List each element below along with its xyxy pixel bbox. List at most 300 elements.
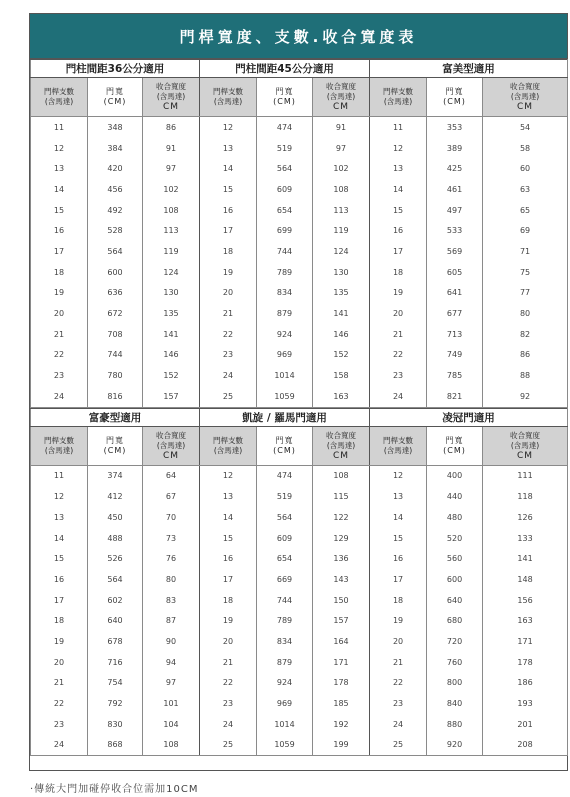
table-cell: 920: [427, 735, 483, 756]
table-row: [31, 465, 568, 486]
table-row: [31, 324, 568, 345]
table-cell: 75: [483, 262, 568, 283]
table-row: [31, 138, 568, 159]
table-cell: 152: [313, 345, 370, 366]
table-row: [31, 283, 568, 304]
table-cell: 91: [143, 138, 200, 159]
table-cell: 834: [257, 631, 313, 652]
column-header-width: 門寬 (CM): [257, 426, 313, 465]
table-row: [31, 528, 568, 549]
table-cell: 840: [427, 693, 483, 714]
table-cell: 24: [200, 714, 257, 735]
table-cell: 119: [313, 220, 370, 241]
table-cell: 18: [370, 590, 427, 611]
table-cell: 135: [313, 283, 370, 304]
table-cell: 141: [143, 324, 200, 345]
table-cell: 97: [143, 673, 200, 694]
table-cell: 148: [483, 569, 568, 590]
group-header: 門柱間距45公分適用: [200, 60, 370, 78]
table-cell: 16: [370, 220, 427, 241]
table-cell: 14: [31, 528, 88, 549]
table-cell: 744: [257, 590, 313, 611]
table-cell: 519: [257, 486, 313, 507]
table-cell: 21: [200, 303, 257, 324]
table-row: [31, 610, 568, 631]
table-cell: 185: [313, 693, 370, 714]
table-cell: 54: [483, 117, 568, 138]
table-cell: 19: [370, 283, 427, 304]
table-cell: 785: [427, 365, 483, 386]
table-cell: 420: [88, 158, 143, 179]
table-cell: 11: [31, 465, 88, 486]
table-cell: 113: [313, 200, 370, 221]
table-row: [31, 345, 568, 366]
table-cell: 12: [200, 465, 257, 486]
table-cell: 456: [88, 179, 143, 200]
group-header: 凱旋 / 羅馬門適用: [200, 408, 370, 426]
table-cell: 789: [257, 262, 313, 283]
table-cell: 12: [31, 486, 88, 507]
table-cell: 834: [257, 283, 313, 304]
table-cell: 108: [143, 735, 200, 756]
table-cell: 63: [483, 179, 568, 200]
table-cell: 58: [483, 138, 568, 159]
table-cell: 104: [143, 714, 200, 735]
table-row: [31, 158, 568, 179]
table-cell: 115: [313, 486, 370, 507]
table-cell: 13: [200, 138, 257, 159]
table-cell: 163: [313, 386, 370, 407]
table-row: [31, 303, 568, 324]
table-cell: 488: [88, 528, 143, 549]
table-cell: 749: [427, 345, 483, 366]
table-cell: 20: [200, 631, 257, 652]
table-cell: 792: [88, 693, 143, 714]
table-row: [31, 590, 568, 611]
table-cell: 384: [88, 138, 143, 159]
table-cell: 157: [313, 610, 370, 631]
table-cell: 560: [427, 548, 483, 569]
table-cell: 17: [31, 241, 88, 262]
table-cell: 111: [483, 465, 568, 486]
column-header-count: 門桿支數 (含馬達): [200, 426, 257, 465]
table-cell: 14: [200, 158, 257, 179]
table-cell: 374: [88, 465, 143, 486]
table-row: [31, 365, 568, 386]
table-cell: 22: [200, 673, 257, 694]
table-cell: 24: [31, 386, 88, 407]
table-cell: 152: [143, 365, 200, 386]
table-cell: 91: [313, 117, 370, 138]
table-cell: 640: [427, 590, 483, 611]
column-header-count: 門桿支數 (含馬達): [200, 78, 257, 117]
table-cell: 193: [483, 693, 568, 714]
table-cell: 440: [427, 486, 483, 507]
table-cell: 969: [257, 345, 313, 366]
table-cell: 816: [88, 386, 143, 407]
table-cell: 528: [88, 220, 143, 241]
table-cell: 868: [88, 735, 143, 756]
table-cell: 15: [31, 548, 88, 569]
table-cell: 17: [200, 569, 257, 590]
table-cell: 20: [31, 303, 88, 324]
table-cell: 158: [313, 365, 370, 386]
table-cell: 156: [483, 590, 568, 611]
table-cell: 87: [143, 610, 200, 631]
table-cell: 22: [200, 324, 257, 345]
table-cell: 73: [143, 528, 200, 549]
table-cell: 1014: [257, 365, 313, 386]
table-cell: 199: [313, 735, 370, 756]
table-cell: 400: [427, 465, 483, 486]
table-cell: 23: [31, 365, 88, 386]
table-cell: 16: [31, 220, 88, 241]
table-cell: 76: [143, 548, 200, 569]
table-row: [31, 179, 568, 200]
table-cell: 880: [427, 714, 483, 735]
table-row: [31, 386, 568, 407]
table-cell: 13: [370, 486, 427, 507]
table-title: 門桿寬度、支數.收合寬度表: [30, 14, 567, 59]
table-cell: 124: [313, 241, 370, 262]
table-cell: 600: [88, 262, 143, 283]
table-cell: 699: [257, 220, 313, 241]
column-header-width: 門寬 (CM): [88, 78, 143, 117]
table-cell: 21: [370, 652, 427, 673]
table-cell: 157: [143, 386, 200, 407]
table-cell: 15: [200, 179, 257, 200]
table-cell: 82: [483, 324, 568, 345]
table-cell: 600: [427, 569, 483, 590]
table-row: [31, 262, 568, 283]
table-cell: 192: [313, 714, 370, 735]
table-cell: 130: [313, 262, 370, 283]
table-cell: 92: [483, 386, 568, 407]
table-cell: 22: [370, 673, 427, 694]
top-table: [30, 59, 568, 408]
table-cell: 744: [88, 345, 143, 366]
table-cell: 102: [143, 179, 200, 200]
table-cell: 669: [257, 569, 313, 590]
table-cell: 113: [143, 220, 200, 241]
table-cell: 969: [257, 693, 313, 714]
table-cell: 713: [427, 324, 483, 345]
table-cell: 13: [200, 486, 257, 507]
table-cell: 12: [370, 465, 427, 486]
column-header-width: 門寬 (CM): [257, 78, 313, 117]
table-cell: 150: [313, 590, 370, 611]
bottom-table: [30, 408, 568, 757]
table-cell: 141: [313, 303, 370, 324]
table-cell: 18: [200, 241, 257, 262]
table-cell: 564: [88, 569, 143, 590]
table-cell: 88: [483, 365, 568, 386]
table-cell: 23: [370, 693, 427, 714]
table-cell: 108: [313, 465, 370, 486]
table-cell: 20: [370, 303, 427, 324]
table-cell: 201: [483, 714, 568, 735]
table-cell: 461: [427, 179, 483, 200]
table-cell: 80: [143, 569, 200, 590]
table-cell: 519: [257, 138, 313, 159]
footnote: ·傳統大門加碰停收合位需加10CM: [30, 784, 199, 795]
table-cell: 492: [88, 200, 143, 221]
table-cell: 16: [370, 548, 427, 569]
table-cell: 67: [143, 486, 200, 507]
table-cell: 389: [427, 138, 483, 159]
table-cell: 11: [370, 117, 427, 138]
table-cell: 533: [427, 220, 483, 241]
table-row: [31, 652, 568, 673]
table-cell: 164: [313, 631, 370, 652]
table-row: [31, 220, 568, 241]
table-cell: 15: [370, 528, 427, 549]
table-cell: 425: [427, 158, 483, 179]
table-cell: 569: [427, 241, 483, 262]
table-cell: 126: [483, 507, 568, 528]
table-cell: 20: [200, 283, 257, 304]
table-cell: 22: [31, 693, 88, 714]
table-row: [31, 117, 568, 138]
group-header: 門柱間距36公分適用: [31, 60, 200, 78]
table-cell: 24: [200, 365, 257, 386]
table-cell: 480: [427, 507, 483, 528]
table-cell: 450: [88, 507, 143, 528]
table-cell: 13: [31, 158, 88, 179]
table-row: [31, 693, 568, 714]
table-cell: 122: [313, 507, 370, 528]
table-cell: 22: [370, 345, 427, 366]
table-cell: 23: [31, 714, 88, 735]
column-header-folded-width: 收合寬度 (含馬達) CM: [483, 78, 568, 117]
table-cell: 25: [200, 735, 257, 756]
column-header-count: 門桿支數 (含馬達): [31, 78, 88, 117]
table-cell: 18: [31, 610, 88, 631]
column-header-width: 門寬 (CM): [427, 426, 483, 465]
table-cell: 97: [313, 138, 370, 159]
table-cell: 474: [257, 465, 313, 486]
table-cell: 677: [427, 303, 483, 324]
column-header-count: 門桿支數 (含馬達): [370, 78, 427, 117]
table-cell: 520: [427, 528, 483, 549]
table-cell: 18: [31, 262, 88, 283]
table-cell: 129: [313, 528, 370, 549]
table-cell: 146: [313, 324, 370, 345]
table-cell: 141: [483, 548, 568, 569]
column-header-count: 門桿支數 (含馬達): [31, 426, 88, 465]
table-cell: 744: [257, 241, 313, 262]
table-cell: 16: [31, 569, 88, 590]
table-cell: 25: [370, 735, 427, 756]
table-row: [31, 486, 568, 507]
table-cell: 143: [313, 569, 370, 590]
table-cell: 22: [31, 345, 88, 366]
table-cell: 564: [88, 241, 143, 262]
table-row: [31, 673, 568, 694]
table-cell: 18: [370, 262, 427, 283]
table-cell: 1059: [257, 386, 313, 407]
table-cell: 171: [483, 631, 568, 652]
table-cell: 924: [257, 673, 313, 694]
column-header-width: 門寬 (CM): [427, 78, 483, 117]
table-row: [31, 735, 568, 756]
table-cell: 97: [143, 158, 200, 179]
table-cell: 108: [313, 179, 370, 200]
table-row: [31, 631, 568, 652]
table-cell: 526: [88, 548, 143, 569]
table-cell: 70: [143, 507, 200, 528]
table-cell: 163: [483, 610, 568, 631]
table-cell: 609: [257, 528, 313, 549]
table-cell: 680: [427, 610, 483, 631]
table-cell: 15: [31, 200, 88, 221]
table-cell: 86: [143, 117, 200, 138]
table-cell: 186: [483, 673, 568, 694]
table-frame: [29, 13, 568, 771]
table-row: [31, 507, 568, 528]
table-cell: 564: [257, 158, 313, 179]
table-cell: 879: [257, 303, 313, 324]
table-cell: 21: [370, 324, 427, 345]
group-header: 富美型適用: [370, 60, 568, 78]
table-cell: 21: [200, 652, 257, 673]
table-row: [31, 714, 568, 735]
table-cell: 60: [483, 158, 568, 179]
column-header-folded-width: 收合寬度 (含馬達) CM: [313, 78, 370, 117]
table-cell: 124: [143, 262, 200, 283]
table-cell: 102: [313, 158, 370, 179]
table-cell: 12: [370, 138, 427, 159]
table-cell: 605: [427, 262, 483, 283]
table-cell: 11: [31, 117, 88, 138]
table-cell: 15: [200, 528, 257, 549]
table-cell: 94: [143, 652, 200, 673]
column-header-folded-width: 收合寬度 (含馬達) CM: [143, 426, 200, 465]
table-cell: 19: [370, 610, 427, 631]
column-header-folded-width: 收合寬度 (含馬達) CM: [313, 426, 370, 465]
table-cell: 348: [88, 117, 143, 138]
column-header-count: 門桿支數 (含馬達): [370, 426, 427, 465]
table-row: [31, 200, 568, 221]
table-cell: 14: [370, 179, 427, 200]
table-cell: 412: [88, 486, 143, 507]
table-cell: 17: [370, 569, 427, 590]
table-cell: 636: [88, 283, 143, 304]
table-cell: 14: [31, 179, 88, 200]
table-cell: 1014: [257, 714, 313, 735]
table-cell: 13: [370, 158, 427, 179]
table-cell: 24: [370, 386, 427, 407]
table-cell: 208: [483, 735, 568, 756]
table-cell: 19: [200, 610, 257, 631]
table-cell: 14: [370, 507, 427, 528]
table-cell: 23: [200, 693, 257, 714]
table-cell: 20: [370, 631, 427, 652]
table-cell: 654: [257, 548, 313, 569]
table-cell: 77: [483, 283, 568, 304]
table-cell: 65: [483, 200, 568, 221]
table-row: [31, 548, 568, 569]
table-cell: 19: [31, 631, 88, 652]
table-cell: 12: [200, 117, 257, 138]
group-header: 富豪型適用: [31, 408, 200, 426]
table-cell: 16: [200, 548, 257, 569]
table-cell: 353: [427, 117, 483, 138]
table-cell: 25: [200, 386, 257, 407]
column-header-width: 門寬 (CM): [88, 426, 143, 465]
table-cell: 69: [483, 220, 568, 241]
table-cell: 16: [200, 200, 257, 221]
table-cell: 71: [483, 241, 568, 262]
table-cell: 21: [31, 673, 88, 694]
table-cell: 14: [200, 507, 257, 528]
table-cell: 135: [143, 303, 200, 324]
table-cell: 602: [88, 590, 143, 611]
table-cell: 716: [88, 652, 143, 673]
table-cell: 13: [31, 507, 88, 528]
table-cell: 1059: [257, 735, 313, 756]
table-cell: 19: [200, 262, 257, 283]
table-cell: 924: [257, 324, 313, 345]
table-cell: 720: [427, 631, 483, 652]
table-cell: 708: [88, 324, 143, 345]
table-cell: 497: [427, 200, 483, 221]
table-cell: 760: [427, 652, 483, 673]
table-row: [31, 241, 568, 262]
table-cell: 146: [143, 345, 200, 366]
table-cell: 830: [88, 714, 143, 735]
table-cell: 21: [31, 324, 88, 345]
table-cell: 64: [143, 465, 200, 486]
table-cell: 789: [257, 610, 313, 631]
table-cell: 780: [88, 365, 143, 386]
table-cell: 640: [88, 610, 143, 631]
table-cell: 18: [200, 590, 257, 611]
table-cell: 171: [313, 652, 370, 673]
table-cell: 879: [257, 652, 313, 673]
group-header: 凌冠門適用: [370, 408, 568, 426]
table-cell: 130: [143, 283, 200, 304]
table-cell: 672: [88, 303, 143, 324]
table-cell: 24: [370, 714, 427, 735]
table-cell: 12: [31, 138, 88, 159]
table-cell: 178: [483, 652, 568, 673]
table-cell: 800: [427, 673, 483, 694]
table-cell: 20: [31, 652, 88, 673]
table-cell: 564: [257, 507, 313, 528]
table-cell: 754: [88, 673, 143, 694]
table-cell: 23: [200, 345, 257, 366]
table-cell: 17: [200, 220, 257, 241]
table-cell: 17: [31, 590, 88, 611]
table-cell: 133: [483, 528, 568, 549]
table-cell: 23: [370, 365, 427, 386]
column-header-folded-width: 收合寬度 (含馬達) CM: [143, 78, 200, 117]
table-cell: 80: [483, 303, 568, 324]
table-cell: 15: [370, 200, 427, 221]
table-cell: 90: [143, 631, 200, 652]
table-cell: 474: [257, 117, 313, 138]
table-cell: 678: [88, 631, 143, 652]
table-cell: 24: [31, 735, 88, 756]
column-header-folded-width: 收合寬度 (含馬達) CM: [483, 426, 568, 465]
table-row: [31, 569, 568, 590]
table-cell: 17: [370, 241, 427, 262]
table-cell: 136: [313, 548, 370, 569]
table-cell: 119: [143, 241, 200, 262]
table-cell: 641: [427, 283, 483, 304]
table-cell: 821: [427, 386, 483, 407]
